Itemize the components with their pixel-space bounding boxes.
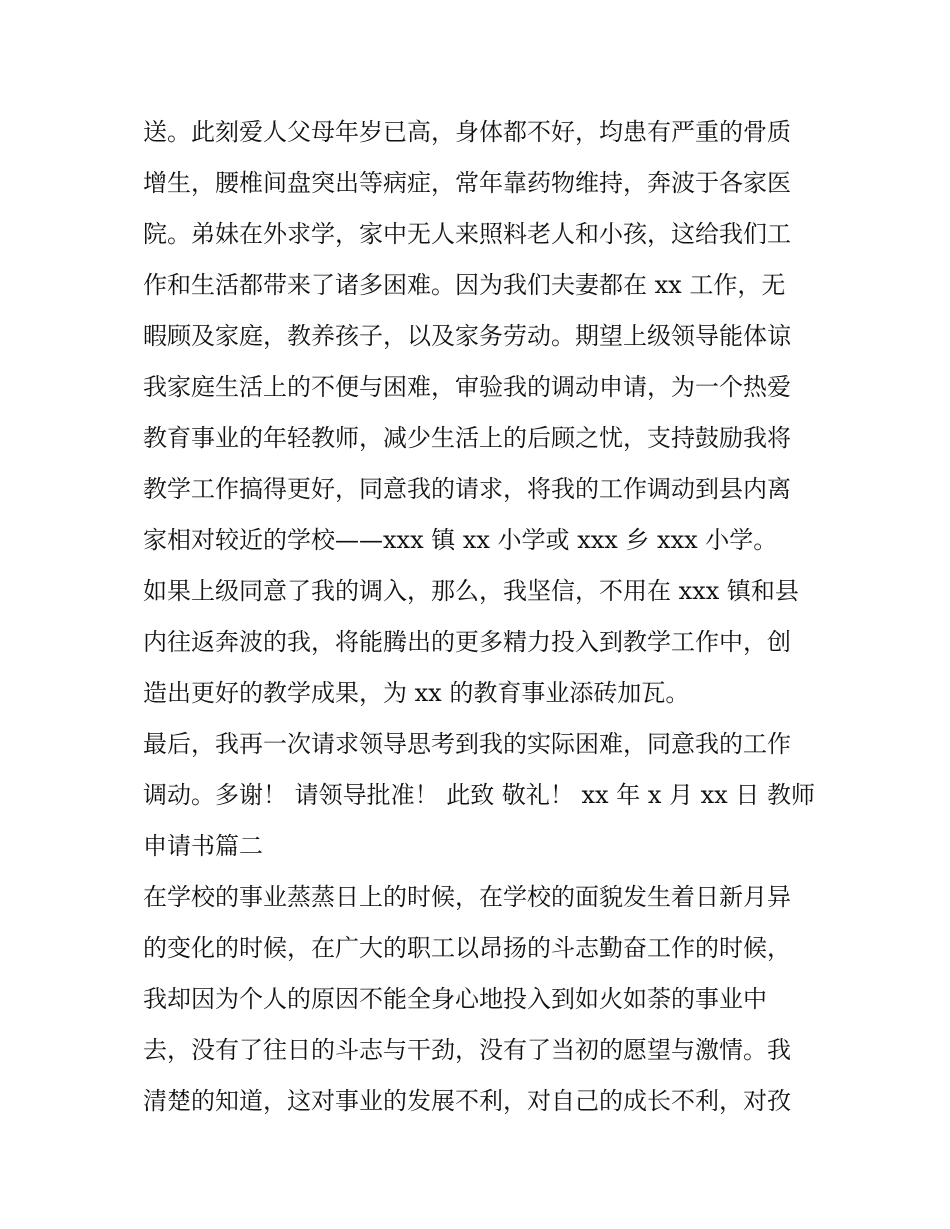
text-line: 教学工作搞得更好，同意我的请求，将我的工作调动到县内离 xyxy=(143,475,791,503)
text-line: 我却因为个人的原因不能全身心地投入到如火如荼的事业中 xyxy=(143,985,767,1013)
text-line: 内往返奔波的我，将能腾出的更多精力投入到教学工作中，创 xyxy=(143,628,791,656)
text-line: 暇顾及家庭，教养孩子，以及家务劳动。期望上级领导能体谅 xyxy=(143,322,791,350)
text-line: 作和生活都带来了诸多困难。因为我们夫妻都在 xx 工作，无 xyxy=(143,271,786,299)
text-line: 如果上级同意了我的调入，那么，我坚信，不用在 xxx 镇和县 xyxy=(143,577,799,605)
text-line: 最后，我再一次请求领导思考到我的实际困难，同意我的工作 xyxy=(143,730,791,758)
text-line: 院。弟妹在外求学，家中无人来照料老人和小孩，这给我们工 xyxy=(143,220,791,248)
text-line: 我家庭生活上的不便与困难，审验我的调动申请，为一个热爱 xyxy=(143,373,791,401)
text-line: 调动。多谢！ 请领导批准！ 此致 敬礼！ xx 年 x 月 xx 日 教师 xyxy=(143,781,815,809)
document-body xyxy=(143,107,823,1127)
text-line: 的变化的时候，在广大的职工以昂扬的斗志勤奋工作的时候， xyxy=(143,934,791,962)
section-heading: 申请书篇二 xyxy=(143,832,263,860)
text-line: 造出更好的教学成果，为 xx 的教育事业添砖加瓦。 xyxy=(143,679,690,707)
text-line: 家相对较近的学校——xxx 镇 xx 小学或 xxx 乡 xxx 小学。 xyxy=(143,526,778,554)
text-line: 送。此刻爱人父母年岁已高，身体都不好，均患有严重的骨质 xyxy=(143,118,791,146)
text-line: 教育事业的年轻教师，减少生活上的后顾之忧，支持鼓励我将 xyxy=(143,424,791,452)
text-line: 去，没有了往日的斗志与干劲，没有了当初的愿望与激情。我 xyxy=(143,1036,791,1064)
text-line: 清楚的知道，这对事业的发展不利，对自己的成长不利，对孜 xyxy=(143,1087,791,1115)
text-line: 增生，腰椎间盘突出等病症，常年靠药物维持，奔波于各家医 xyxy=(143,169,791,197)
text-line: 在学校的事业蒸蒸日上的时候，在学校的面貌发生着日新月异 xyxy=(143,883,791,911)
